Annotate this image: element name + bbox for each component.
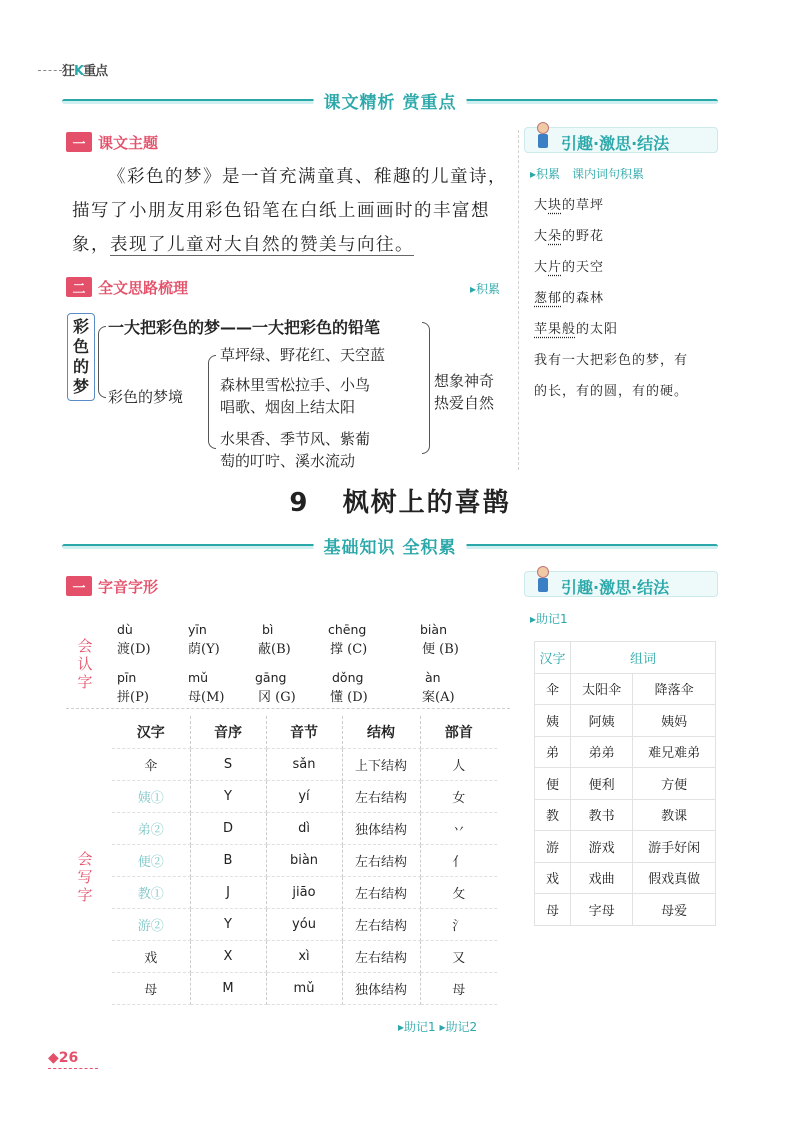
divider <box>66 708 510 709</box>
chapter-title: 9 枫树上的喜鹊 <box>289 488 511 518</box>
pinyin: chēng <box>328 622 367 637</box>
brand-logo: 狂K重点 <box>38 56 138 86</box>
mindmap-conclusion-a: 想象神奇 <box>434 372 495 390</box>
table-row: 姨① Y yí 左右结构 女 <box>112 780 497 812</box>
phrase-list <box>534 190 688 407</box>
column-header: 音节 <box>266 716 342 748</box>
sidebar-heading-2: 引趣·激思·结法 <box>524 571 718 597</box>
mindmap-branch-2: 彩色的梦境 <box>108 388 184 406</box>
column-header: 部首 <box>420 716 497 748</box>
list-item: 大块的草坪 <box>534 198 605 213</box>
recognize-char: 荫(Y) <box>188 642 220 657</box>
pinyin: dù <box>117 622 133 637</box>
mindmap-leaf-3a: 水果香、季节风、紫葡 <box>220 430 371 448</box>
list-item: 苹果般的太阳 <box>534 322 619 337</box>
recognize-char: 冈 (G) <box>258 690 296 705</box>
sidebar-heading: 引趣·激思·结法 <box>524 127 718 153</box>
recognize-char: 蔽(B) <box>258 642 291 657</box>
column-header: 结构 <box>342 716 420 748</box>
pinyin: dǒng <box>332 670 364 685</box>
table-row: 戏 X xì 左右结构 又 <box>112 940 497 972</box>
list-item: 葱郁的森林 <box>534 291 605 306</box>
table-row: 戏 戏曲 假戏真做 <box>535 862 716 894</box>
sidebar-divider <box>518 130 519 470</box>
mindmap-leaf-2a: 森林里雪松拉手、小鸟 <box>220 376 371 394</box>
pinyin: pīn <box>117 670 137 685</box>
recognize-label: 会 认 字 <box>77 637 93 691</box>
table-row: 便② B biàn 左右结构 亻 <box>112 844 497 876</box>
column-header: 组词 <box>571 642 716 674</box>
write-label: 会 写 字 <box>77 850 93 904</box>
table-row: 弟 弟弟 难兄难弟 <box>535 736 716 768</box>
recognize-char: 懂 (D) <box>330 690 368 705</box>
table-row: 弟② D dì 独体结构 丷 <box>112 812 497 844</box>
mindmap-leaf-3b: 萄的叮咛、溪水流动 <box>220 452 356 470</box>
page-number: ◆26 <box>48 1050 79 1066</box>
pinyin: mǔ <box>188 670 209 685</box>
pinyin: gāng <box>255 670 287 685</box>
compound-table <box>534 641 716 926</box>
table-row: 教 教书 教课 <box>535 799 716 831</box>
sidebar-hint[interactable]: ▸积累 课内词句积累 <box>530 167 645 181</box>
table-row: 母 字母 母爱 <box>535 894 716 926</box>
pinyin: biàn <box>420 622 447 637</box>
mindmap-conclusion-b: 热爱自然 <box>434 394 495 412</box>
table-row: 伞 太阳伞 降落伞 <box>535 673 716 705</box>
mindmap-leaf-1: 草坪绿、野花红、天空蓝 <box>220 346 386 364</box>
mnemonic-links[interactable]: ▸助记1 ▸助记2 <box>398 1020 478 1034</box>
recognize-char: 拼(P) <box>117 690 149 705</box>
recognize-char: 撑 (C) <box>330 642 368 657</box>
table-row: 便 便利 方便 <box>535 768 716 800</box>
list-item: 我有一大把彩色的梦，有 <box>534 353 689 368</box>
mindmap-root: 彩 色 的 梦 <box>67 313 95 401</box>
section-heading-outline: 二 全文思路梳理 <box>66 276 188 298</box>
column-header: 音序 <box>190 716 266 748</box>
section-heading-characters: 一 字音字形 <box>66 575 158 597</box>
recognize-char: 便 (B) <box>422 642 459 657</box>
list-item: 大片的天空 <box>534 260 605 275</box>
table-row: 姨 阿姨 姨妈 <box>535 705 716 737</box>
accumulate-link[interactable]: ▸积累 <box>470 282 501 296</box>
mindmap-brace-right <box>422 322 430 454</box>
list-item: 的长，有的圆，有的硬。 <box>534 384 689 399</box>
teacher-icon <box>535 566 551 596</box>
mindmap-brace-sub <box>208 355 216 449</box>
mindmap-brace-main <box>98 326 106 398</box>
section-heading-theme: 一 课文主题 <box>66 131 158 153</box>
recognize-char: 渡(D) <box>117 642 151 657</box>
section-banner-analysis <box>62 92 718 114</box>
table-row: 游② Y yóu 左右结构 氵 <box>112 908 497 940</box>
table-row: 伞 S sǎn 上下结构 人 <box>112 748 497 780</box>
write-table <box>112 716 497 1005</box>
theme-key-sentence: 表现了儿童对大自然的赞美与向往。 <box>110 235 414 255</box>
theme-paragraph: 《彩色的梦》是一首充满童真、稚趣的儿童诗，描写了小朋友用彩色铅笔在白纸上画画时的丰富想象，表现了儿童对大自然的赞美与向往。 <box>72 167 507 255</box>
teacher-icon <box>535 122 551 152</box>
mindmap-branch-1: 一大把彩色的梦——一大把彩色的铅笔 <box>108 318 381 337</box>
column-header: 汉字 <box>112 716 190 748</box>
mnemonic-link[interactable]: ▸助记1 <box>530 612 568 626</box>
table-row: 母 M mǔ 独体结构 母 <box>112 972 497 1004</box>
table-row: 游 游戏 游手好闲 <box>535 831 716 863</box>
recognize-char: 母(M) <box>188 690 225 705</box>
pinyin: àn <box>425 670 441 685</box>
mindmap-leaf-2b: 唱歌、烟囱上结太阳 <box>220 398 356 416</box>
list-item: 大朵的野花 <box>534 229 605 244</box>
pinyin: bì <box>262 622 274 637</box>
column-header: 汉字 <box>535 642 571 674</box>
divider <box>48 1068 98 1069</box>
section-banner-basics <box>62 537 718 559</box>
banner-title: 课文精析 赏重点 <box>314 88 467 113</box>
recognize-char: 案(A) <box>422 690 455 705</box>
table-row: 教① J jiāo 左右结构 攵 <box>112 876 497 908</box>
banner-title: 基础知识 全积累 <box>314 533 467 558</box>
pinyin: yīn <box>188 622 207 637</box>
